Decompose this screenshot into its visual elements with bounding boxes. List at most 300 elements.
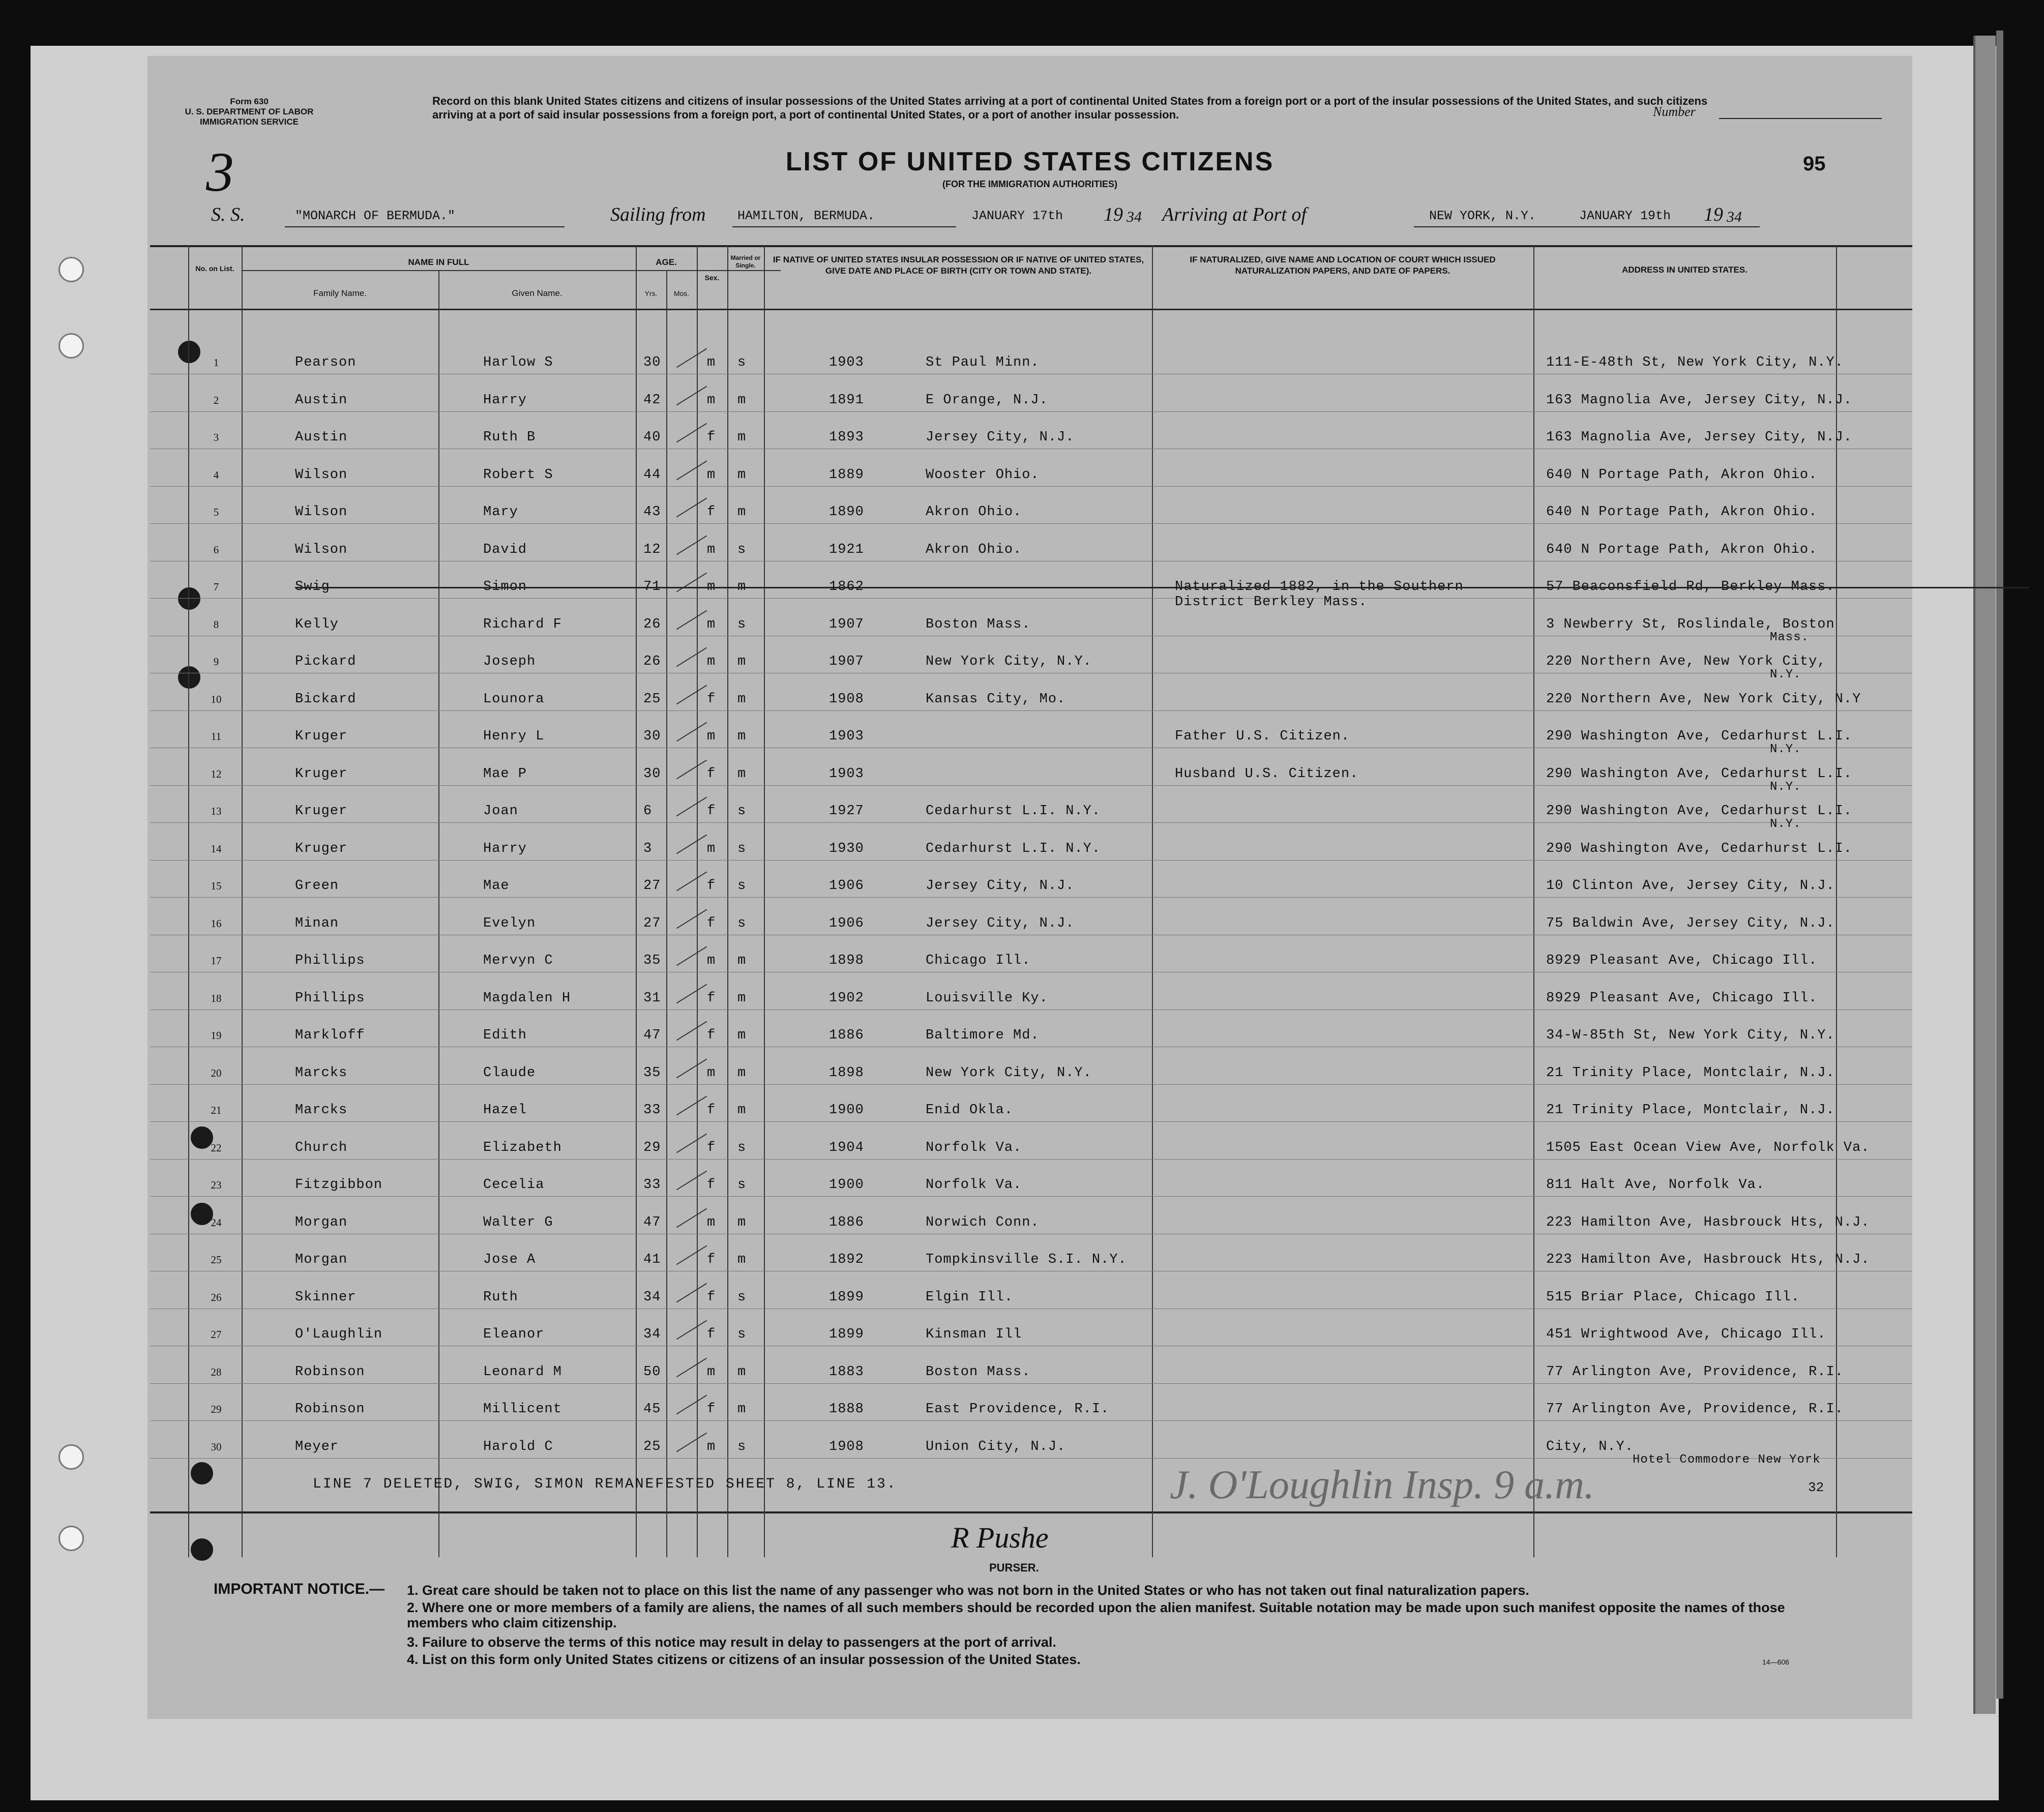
check-mark <box>676 1283 707 1303</box>
family-name: Phillips <box>295 953 365 968</box>
header-no-on-list: No. on List. <box>195 264 234 273</box>
check-mark <box>676 1096 707 1116</box>
sex: m <box>707 542 716 557</box>
family-name: Pickard <box>295 654 357 669</box>
row-rule <box>150 1420 1912 1421</box>
row-number: 25 <box>211 1254 222 1266</box>
binder-spine <box>1973 36 1996 1714</box>
col-rule <box>764 245 765 1557</box>
us-address: 640 N Portage Path, Akron Ohio. <box>1546 542 1818 557</box>
naturalization: Father U.S. Citizen. <box>1175 729 1350 744</box>
birth-year: 1907 <box>829 654 864 669</box>
given-name: Simon <box>483 579 527 595</box>
name-group-rule <box>242 270 781 271</box>
row-number: 27 <box>211 1328 222 1341</box>
address-continued: N.Y. <box>1770 817 1801 831</box>
marital-status: m <box>737 1215 747 1230</box>
marital-status: m <box>737 1103 747 1118</box>
age-years: 26 <box>643 617 661 632</box>
binding-hole <box>191 1538 213 1561</box>
marital-status: s <box>737 804 747 819</box>
header-name-in-full: NAME IN FULL <box>408 257 469 267</box>
row-rule <box>150 1196 1912 1197</box>
given-name: Ruth <box>483 1290 518 1305</box>
given-name: Edith <box>483 1028 527 1043</box>
birth-place: Kansas City, Mo. <box>926 692 1066 707</box>
us-address: 223 Hamilton Ave, Hasbrouck Hts, N.J. <box>1546 1215 1870 1230</box>
check-mark <box>676 647 707 667</box>
birth-year: 1908 <box>829 1439 864 1454</box>
row-rule <box>150 822 1912 823</box>
sex: f <box>707 430 716 445</box>
family-name: Bickard <box>295 692 357 707</box>
birth-year: 1889 <box>829 467 864 483</box>
header-married-single: Married or Single. <box>730 254 761 269</box>
sex: m <box>707 1215 716 1230</box>
naturalization: Husband U.S. Citizen. <box>1175 766 1359 782</box>
birth-year: 1907 <box>829 617 864 632</box>
age-years: 50 <box>643 1364 661 1380</box>
us-address: 21 Trinity Place, Montclair, N.J. <box>1546 1103 1835 1118</box>
family-name: Skinner <box>295 1290 357 1305</box>
marital-status: m <box>737 692 747 707</box>
given-name: Millicent <box>483 1402 562 1417</box>
us-address: 77 Arlington Ave, Providence, R.I. <box>1546 1402 1844 1417</box>
row-number: 4 <box>213 469 219 481</box>
birth-year: 1898 <box>829 1065 864 1081</box>
us-address: 223 Hamilton Ave, Hasbrouck Hts, N.J. <box>1546 1252 1870 1267</box>
sex: f <box>707 991 716 1006</box>
age-years: 34 <box>643 1290 661 1305</box>
check-mark <box>676 984 707 1004</box>
birth-place: Union City, N.J. <box>926 1439 1066 1454</box>
age-years: 31 <box>643 991 661 1006</box>
marital-status: m <box>737 1402 747 1417</box>
given-name: Robert S <box>483 467 553 483</box>
row-number: 23 <box>211 1179 222 1191</box>
birth-place: East Providence, R.I. <box>926 1402 1110 1417</box>
check-mark <box>676 610 707 630</box>
birth-year: 1899 <box>829 1290 864 1305</box>
birth-place: Elgin Ill. <box>926 1290 1014 1305</box>
sailing-label: Sailing from <box>610 204 706 225</box>
check-mark <box>676 797 707 817</box>
us-address: 811 Halt Ave, Norfolk Va. <box>1546 1177 1765 1193</box>
notice-title: IMPORTANT NOTICE.— <box>214 1581 385 1597</box>
given-name: Harry <box>483 393 527 408</box>
row-number: 29 <box>211 1403 222 1415</box>
check-mark <box>676 1358 707 1378</box>
birth-place: Norfolk Va. <box>926 1140 1022 1155</box>
birth-place: New York City, N.Y. <box>926 1065 1092 1081</box>
age-years: 30 <box>643 766 661 782</box>
marital-status: m <box>737 766 747 782</box>
punch-hole <box>58 333 84 359</box>
given-name: Henry L <box>483 729 545 744</box>
birth-year: 1903 <box>829 729 864 744</box>
arrival-year: 34 <box>1727 209 1742 225</box>
row-number: 3 <box>213 431 219 443</box>
form-id-block <box>181 97 318 127</box>
row-number: 7 <box>213 581 219 593</box>
sex: m <box>707 654 716 669</box>
sex: f <box>707 878 716 894</box>
col-rule <box>636 245 637 1557</box>
given-name: Ruth B <box>483 430 536 445</box>
row-rule <box>150 1383 1912 1384</box>
punch-hole <box>58 1444 84 1470</box>
given-name: Mary <box>483 504 518 520</box>
binder-spine-shadow <box>1996 31 2003 1699</box>
row-number: 10 <box>211 693 222 705</box>
given-name: Harry <box>483 841 527 856</box>
sheet-number: 32 <box>1808 1480 1824 1495</box>
given-name: Claude <box>483 1065 536 1081</box>
age-years: 27 <box>643 878 661 894</box>
birth-place: Enid Okla. <box>926 1103 1014 1118</box>
check-mark <box>676 1320 707 1340</box>
arrival-date: JANUARY 19th <box>1579 209 1671 223</box>
row-rule <box>150 785 1912 786</box>
row-rule <box>150 411 1912 412</box>
marital-status: m <box>737 430 747 445</box>
us-address: 77 Arlington Ave, Providence, R.I. <box>1546 1364 1844 1380</box>
marital-status: s <box>737 355 747 370</box>
age-years: 33 <box>643 1177 661 1193</box>
birth-place: Akron Ohio. <box>926 542 1022 557</box>
header-yrs: Yrs. <box>644 289 658 298</box>
table-top-rule <box>150 245 1912 247</box>
birth-year: 1930 <box>829 841 864 856</box>
us-address: 163 Magnolia Ave, Jersey City, N.J. <box>1546 393 1853 408</box>
birth-year: 1900 <box>829 1103 864 1118</box>
notice-item: 4. List on this form only United States citizens or citizens of an insular possession of the United States. <box>407 1652 1081 1667</box>
address-continued: N.Y. <box>1770 742 1801 756</box>
row-number: 6 <box>213 544 219 556</box>
check-mark <box>676 1021 707 1041</box>
row-rule <box>150 523 1912 524</box>
sailing-underline <box>732 226 956 227</box>
sex: f <box>707 1327 716 1342</box>
age-years: 47 <box>643 1215 661 1230</box>
arrival-year-prefix: 19 <box>1704 204 1723 225</box>
birth-place: Wooster Ohio. <box>926 467 1040 483</box>
check-mark <box>676 946 707 966</box>
us-address: 220 Northern Ave, New York City, N.Y <box>1546 692 1861 707</box>
row-number: 14 <box>211 843 222 855</box>
birth-place: Chicago Ill. <box>926 953 1031 968</box>
check-mark <box>676 722 707 742</box>
birth-place: E Orange, N.J. <box>926 393 1048 408</box>
birth-place: Cedarhurst L.I. N.Y. <box>926 841 1101 856</box>
age-years: 44 <box>643 467 661 483</box>
service-name: IMMIGRATION SERVICE <box>200 117 299 127</box>
age-years: 45 <box>643 1402 661 1417</box>
deleted-line-note: LINE 7 DELETED, SWIG, SIMON REMANEFESTED SHEET 8, LINE 13. <box>313 1476 897 1492</box>
check-mark <box>676 760 707 780</box>
marital-status: s <box>737 1177 747 1193</box>
age-years: 34 <box>643 1327 661 1342</box>
us-address: City, N.Y. <box>1546 1439 1634 1454</box>
given-name: Hazel <box>483 1103 527 1118</box>
birth-place: Jersey City, N.J. <box>926 430 1075 445</box>
row-number: 1 <box>213 357 219 369</box>
family-name: Austin <box>295 393 348 408</box>
us-address: 451 Wrightwood Ave, Chicago Ill. <box>1546 1327 1826 1342</box>
sex: m <box>707 1439 716 1454</box>
purser-label: PURSER. <box>989 1561 1039 1574</box>
birth-year: 1927 <box>829 804 864 819</box>
number-line <box>1719 118 1882 119</box>
sex: f <box>707 804 716 819</box>
check-mark <box>676 909 707 929</box>
family-name: Kruger <box>295 804 348 819</box>
col-rule <box>1533 245 1534 1557</box>
col-rule <box>188 245 189 1557</box>
row-rule <box>150 598 1912 599</box>
sex: m <box>707 953 716 968</box>
row-number: 12 <box>211 768 222 780</box>
given-name: Harold C <box>483 1439 553 1454</box>
birth-place: Norfolk Va. <box>926 1177 1022 1193</box>
check-mark <box>676 386 707 406</box>
check-mark <box>676 348 707 368</box>
age-years: 42 <box>643 393 661 408</box>
age-years: 30 <box>643 355 661 370</box>
row-rule <box>150 1084 1912 1085</box>
sex: f <box>707 504 716 520</box>
us-address: 34-W-85th St, New York City, N.Y. <box>1546 1028 1835 1043</box>
birth-year: 1900 <box>829 1177 864 1193</box>
birth-year: 1893 <box>829 430 864 445</box>
sex: m <box>707 393 716 408</box>
row-number: 24 <box>211 1216 222 1229</box>
department-name: U. S. DEPARTMENT OF LABOR <box>185 107 314 116</box>
us-address: 290 Washington Ave, Cedarhurst L.I. <box>1546 766 1853 782</box>
marital-status: m <box>737 1028 747 1043</box>
given-name: Mae <box>483 878 510 894</box>
family-name: Kelly <box>295 617 339 632</box>
form-instructions: Record on this blank United States citizens and citizens of insular possessions of the United States arriving at a port of continental United States from a foreign port or a port of the insular possessions of the United States, and such citizens arriving at a port of said insular possessions from a foreign port, a port of continental United States, or a port of another insular possession. <box>432 95 1708 121</box>
family-name: Kruger <box>295 729 348 744</box>
birth-year: 1906 <box>829 916 864 931</box>
ship-name: "MONARCH OF BERMUDA." <box>295 209 456 223</box>
given-name: Elizabeth <box>483 1140 562 1155</box>
birth-place: Boston Mass. <box>926 1364 1031 1380</box>
family-name: Meyer <box>295 1439 339 1454</box>
notice-item: 2. Where one or more members of a family are aliens, the names of all such members should be recorded upon the alien manifest. Suitable notation may be made upon such manifest opposite the names of those members who claim citizenship. <box>407 1600 1785 1630</box>
age-years: 25 <box>643 692 661 707</box>
family-name: O'Laughlin <box>295 1327 383 1342</box>
family-name: Swig <box>295 579 330 595</box>
family-name: Marcks <box>295 1103 348 1118</box>
birth-place: Baltimore Md. <box>926 1028 1040 1043</box>
marital-status: s <box>737 1140 747 1155</box>
age-years: 71 <box>643 579 661 595</box>
birth-year: 1890 <box>829 504 864 520</box>
row-rule <box>150 1009 1912 1010</box>
birth-year: 1883 <box>829 1364 864 1380</box>
marital-status: m <box>737 467 747 483</box>
sailing-date: JANUARY 17th <box>971 209 1063 223</box>
family-name: Markloff <box>295 1028 365 1043</box>
age-years: 47 <box>643 1028 661 1043</box>
family-name: Robinson <box>295 1364 365 1380</box>
marital-status: m <box>737 1364 747 1380</box>
birth-place: Boston Mass. <box>926 617 1031 632</box>
age-years: 41 <box>643 1252 661 1267</box>
birth-year: 1898 <box>829 953 864 968</box>
address-continued: Mass. <box>1770 631 1810 644</box>
row-number: 5 <box>213 506 219 518</box>
given-name: Richard F <box>483 617 562 632</box>
us-address: 640 N Portage Path, Akron Ohio. <box>1546 467 1818 483</box>
row-rule <box>150 710 1912 711</box>
marital-status: s <box>737 1439 747 1454</box>
sex: m <box>707 579 716 595</box>
row-number: 11 <box>211 730 222 742</box>
given-name: Leonard M <box>483 1364 562 1380</box>
sailing-year: 34 <box>1127 209 1142 225</box>
header-family-name: Family Name. <box>313 288 367 298</box>
check-mark <box>676 1134 707 1153</box>
row-rule <box>150 486 1912 487</box>
marital-status: s <box>737 841 747 856</box>
given-name: Harlow S <box>483 355 553 370</box>
birth-year: 1886 <box>829 1215 864 1230</box>
sex: f <box>707 766 716 782</box>
birth-year: 1906 <box>829 878 864 894</box>
page-number: 95 <box>1803 153 1826 175</box>
family-name: Wilson <box>295 467 348 483</box>
birth-year: 1862 <box>829 579 864 595</box>
marital-status: s <box>737 617 747 632</box>
row-number: 18 <box>211 992 222 1004</box>
birth-place: Kinsman Ill <box>926 1327 1022 1342</box>
col-rule <box>666 270 667 1557</box>
us-address: 21 Trinity Place, Montclair, N.J. <box>1546 1065 1835 1081</box>
given-name: David <box>483 542 527 557</box>
form-code: 14—606 <box>1762 1658 1789 1666</box>
inspector-note: J. O'Loughlin Insp. 9 a.m. <box>1170 1463 1594 1507</box>
marital-status: m <box>737 579 747 595</box>
us-address: 290 Washington Ave, Cedarhurst L.I. <box>1546 804 1853 819</box>
sex: m <box>707 1065 716 1081</box>
marital-status: m <box>737 393 747 408</box>
sex: f <box>707 1402 716 1417</box>
family-name: Kruger <box>295 841 348 856</box>
birth-year: 1908 <box>829 692 864 707</box>
check-mark <box>676 1059 707 1079</box>
family-name: Morgan <box>295 1252 348 1267</box>
age-years: 25 <box>643 1439 661 1454</box>
given-name: Jose A <box>483 1252 536 1267</box>
birth-year: 1886 <box>829 1028 864 1043</box>
row-number: 19 <box>211 1029 222 1042</box>
number-label: Number <box>1653 104 1696 119</box>
check-mark <box>676 498 707 518</box>
marital-status: s <box>737 542 747 557</box>
check-mark <box>676 536 707 555</box>
age-years: 30 <box>643 729 661 744</box>
sex: f <box>707 1252 716 1267</box>
us-address: 163 Magnolia Ave, Jersey City, N.J. <box>1546 430 1853 445</box>
birth-year: 1891 <box>829 393 864 408</box>
check-mark <box>676 1208 707 1228</box>
notice-item: 3. Failure to observe the terms of this notice may result in delay to passengers at the port of arrival. <box>407 1635 1056 1650</box>
sailing-port: HAMILTON, BERMUDA. <box>737 209 875 223</box>
sex: m <box>707 355 716 370</box>
table-bottom-rule <box>150 1511 1912 1513</box>
row-number: 16 <box>211 917 222 930</box>
col-rule <box>438 270 439 1557</box>
family-name: Fitzgibbon <box>295 1177 383 1193</box>
marital-status: m <box>737 504 747 520</box>
deleted-line-strike <box>295 587 2029 588</box>
sex: f <box>707 1290 716 1305</box>
us-address: 3 Newberry St, Roslindale, Boston <box>1546 617 1835 632</box>
arrival-underline <box>1414 226 1760 227</box>
ss-label: S. S. <box>211 204 245 225</box>
birth-year: 1903 <box>829 766 864 782</box>
birth-year: 1888 <box>829 1402 864 1417</box>
header-mos: Mos. <box>673 289 690 298</box>
family-name: Wilson <box>295 504 348 520</box>
birth-year: 1892 <box>829 1252 864 1267</box>
given-name: Mervyn C <box>483 953 553 968</box>
marital-status: s <box>737 916 747 931</box>
birth-place: Norwich Conn. <box>926 1215 1040 1230</box>
sex: m <box>707 467 716 483</box>
age-years: 3 <box>643 841 653 856</box>
handwritten-mark: 3 <box>206 141 234 203</box>
sex: f <box>707 1103 716 1118</box>
family-name: Austin <box>295 430 348 445</box>
us-address: 8929 Pleasant Ave, Chicago Ill. <box>1546 953 1818 968</box>
age-years: 33 <box>643 1103 661 1118</box>
row-number: 20 <box>211 1067 222 1079</box>
birth-year: 1921 <box>829 542 864 557</box>
sex: f <box>707 692 716 707</box>
punch-hole <box>58 1526 84 1551</box>
row-number: 17 <box>211 955 222 967</box>
sex: f <box>707 916 716 931</box>
row-rule <box>150 1121 1912 1122</box>
birth-place: Cedarhurst L.I. N.Y. <box>926 804 1101 819</box>
us-address: 640 N Portage Path, Akron Ohio. <box>1546 504 1818 520</box>
sex: m <box>707 1364 716 1380</box>
binding-hole <box>178 666 200 689</box>
row-number: 26 <box>211 1291 222 1303</box>
check-mark <box>676 461 707 481</box>
page-subtitle: (FOR THE IMMIGRATION AUTHORITIES) <box>942 179 1117 189</box>
naturalization-continued: District Berkley Mass. <box>1175 595 1368 610</box>
us-address: 75 Baldwin Ave, Jersey City, N.J. <box>1546 916 1835 931</box>
birth-place: Jersey City, N.J. <box>926 878 1075 894</box>
family-name: Phillips <box>295 991 365 1006</box>
marital-status: m <box>737 991 747 1006</box>
birth-place: New York City, N.Y. <box>926 654 1092 669</box>
age-years: 29 <box>643 1140 661 1155</box>
manifest-sheet <box>147 56 1912 1719</box>
family-name: Morgan <box>295 1215 348 1230</box>
row-number: 13 <box>211 805 222 817</box>
age-years: 35 <box>643 1065 661 1081</box>
check-mark <box>676 1433 707 1452</box>
given-name: Lounora <box>483 692 545 707</box>
age-years: 6 <box>643 804 653 819</box>
age-years: 35 <box>643 953 661 968</box>
